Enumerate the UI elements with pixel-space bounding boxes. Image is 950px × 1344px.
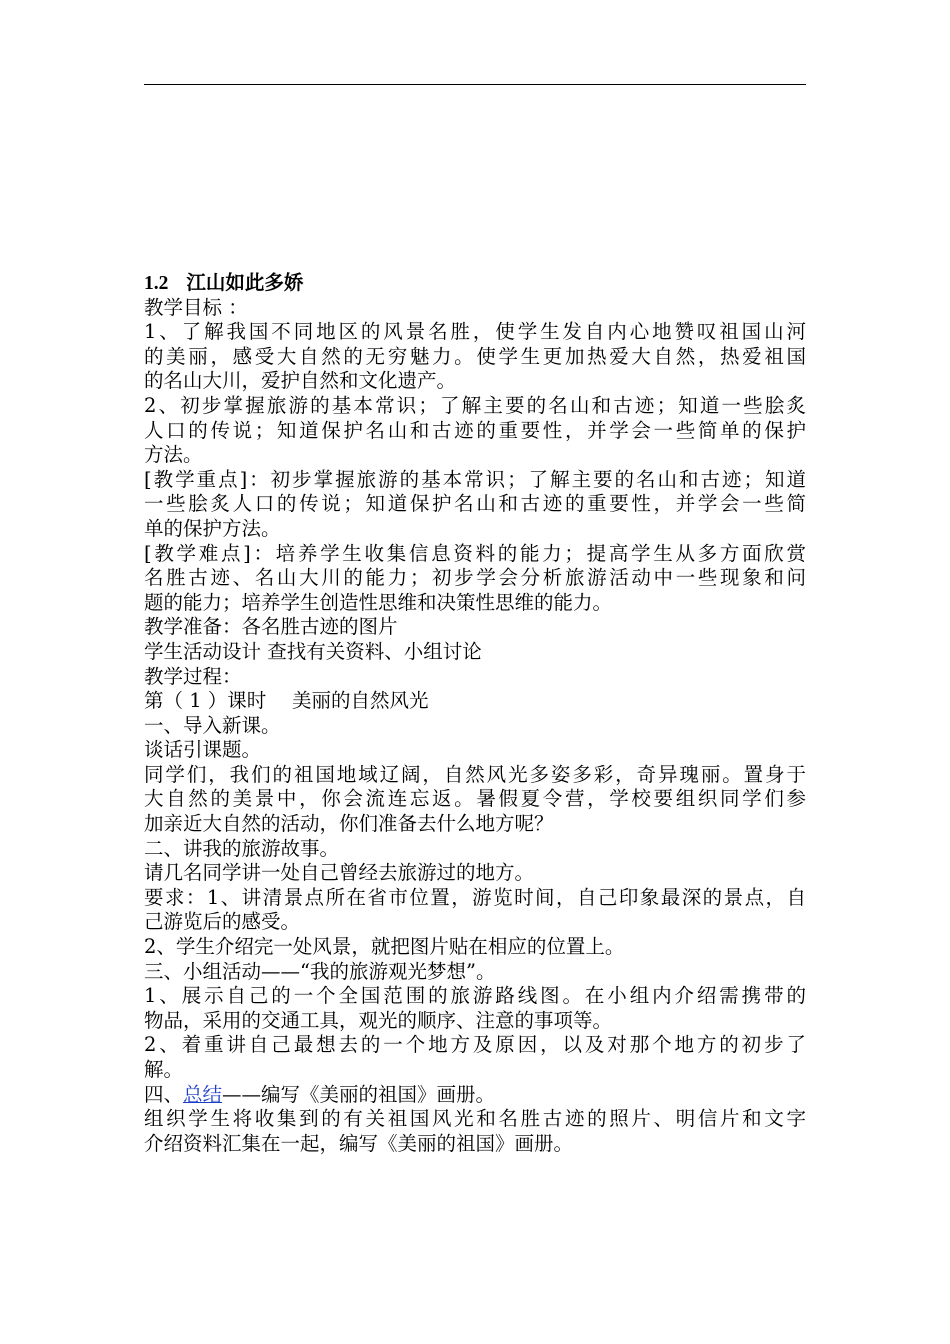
paragraph-line: 同学们，我们的祖国地域辽阔，自然风光多姿多彩，奇异瑰丽。置身于	[144, 762, 806, 786]
paragraph-line: 请几名同学讲一处自己曾经去旅游过的地方。	[144, 861, 535, 885]
paragraph-line: 2、初步掌握旅游的基本常识；了解主要的名山和古迹；知道一些脍炙	[144, 393, 806, 417]
section-heading: 二、讲我的旅游故事。	[144, 836, 340, 860]
objectives-heading: 教学目标 ：	[144, 295, 248, 319]
section-heading: 三、小组活动——“我的旅游观光梦想”。	[144, 959, 496, 983]
section-suffix: ——编写《美丽的祖国》画册。	[222, 1082, 496, 1106]
paragraph-line: 己游览后的感受。	[144, 910, 301, 934]
paragraph-line: 组织学生将收集到的有关祖国风光和名胜古迹的照片、明信片和文字	[144, 1107, 806, 1131]
paragraph-line: 的美丽，感受大自然的无穷魅力。使学生更加热爱大自然，热爱祖国	[144, 344, 806, 368]
paragraph-line: 名胜古迹、名山大川的能力；初步学会分析旅游活动中一些现象和问	[144, 566, 806, 590]
preparation-line: 教学准备：各名胜古迹的图片	[144, 615, 398, 639]
section-prefix: 四、	[144, 1082, 184, 1106]
section-heading: 一、导入新课。	[144, 713, 281, 737]
paragraph-line: 人口的传说；知道保护名山和古迹的重要性，并学会一些简单的保护	[144, 418, 806, 442]
paragraph-line: 方法。	[144, 443, 203, 467]
summary-link[interactable]: 总结	[183, 1082, 223, 1106]
paragraph-line: 题的能力；培养学生创造性思维和决策性思维的能力。	[144, 590, 613, 614]
title-text: 江山如此多娇	[186, 271, 304, 294]
section-heading	[144, 1083, 806, 1108]
lesson-heading: 第（ 1 ）课时 美丽的自然风光	[144, 689, 429, 713]
difficulties-line: [教学难点]：培养学生收集信息资料的能力；提高学生从多方面欣赏	[144, 541, 806, 565]
process-heading: 教学过程：	[144, 664, 242, 688]
paragraph-line: 解。	[144, 1058, 184, 1081]
paragraph-line: 1、了解我国不同地区的风景名胜，使学生发自内心地赞叹祖国山河	[144, 320, 806, 344]
paragraph-line: 1、展示自己的一个全国范围的旅游路线图。在小组内介绍需携带的	[144, 984, 806, 1008]
paragraph-line: 2、着重讲自己最想去的一个地方及原因，以及对那个地方的初步了	[144, 1033, 806, 1057]
paragraph-line: 谈话引课题。	[144, 738, 262, 762]
paragraph-line: 单的保护方法。	[144, 516, 281, 540]
document-body	[144, 271, 806, 1156]
paragraph-line: 物品，采用的交通工具，观光的顺序、注意的事项等。	[144, 1008, 613, 1032]
title-number: 1.2	[144, 273, 169, 294]
paragraph-line: 的名山大川，爱护自然和文化遗产。	[144, 369, 457, 393]
paragraph-line: 要求：1、讲清景点所在省市位置，游览时间，自己印象最深的景点，自	[144, 885, 806, 909]
paragraph-line: 介绍资料汇集在一起，编写《美丽的祖国》画册。	[144, 1131, 574, 1155]
paragraph-line: 大自然的美景中，你会流连忘返。暑假夏令营，学校要组织同学们参	[144, 787, 806, 811]
document-title	[144, 271, 806, 296]
paragraph-line: 2、学生介绍完一处风景，就把图片贴在相应的位置上。	[144, 935, 625, 959]
key-points-line: [教学重点]：初步掌握旅游的基本常识；了解主要的名山和古迹；知道	[144, 467, 806, 491]
paragraph-line: 一些脍炙人口的传说；知道保护名山和古迹的重要性，并学会一些简	[144, 492, 806, 516]
activity-design-line: 学生活动设计 查找有关资料、小组讨论	[144, 639, 482, 663]
header-rule	[144, 84, 806, 85]
paragraph-line: 加亲近大自然的活动，你们准备去什么地方呢？	[144, 812, 554, 836]
